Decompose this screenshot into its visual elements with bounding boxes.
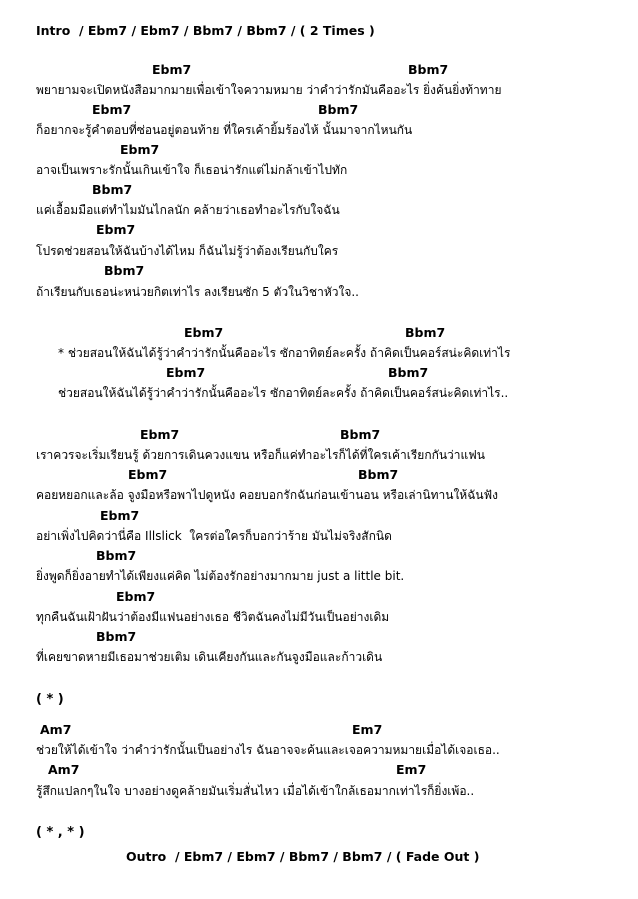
chord-bridge-2b: Em7	[396, 762, 427, 777]
chord-verse1-1a: Ebm7	[152, 62, 192, 77]
lyric-verse2-2: คอยหยอกและล้อ จูงมือหรือพาไปดูหนัง คอยบอกรักฉันก่อนเข้านอน หรือเล่านิทานให้ฉันฟัง	[36, 488, 498, 502]
chord-verse1-3a: Ebm7	[120, 142, 160, 157]
chord-verse2-6a: Bbm7	[96, 629, 137, 644]
lyric-verse2-5: ทุกคืนฉันเฝ้าฝันว่าต้องมีแฟนอย่างเธอ ชีวิตฉันคงไม่มีวันเป็นอย่างเดิม	[36, 610, 390, 624]
chord-verse1-1b: Bbm7	[408, 62, 449, 77]
chord-verse1-5a: Ebm7	[96, 222, 136, 237]
lyric-verse1-2: ก็อยากจะรู้คำตอบที่ซ่อนอยู่ตอนท้าย ที่ใครเค้ายิ้มร้องไห้ นั้นมาจากไหนกัน	[36, 123, 413, 137]
chord-verse1-2b: Bbm7	[318, 102, 359, 117]
chord-chorus-2b: Bbm7	[388, 365, 429, 380]
lyric-verse2-1: เราควรจะเริ่มเรียนรู้ ด้วยการเดินควงแขน หรือก็แค่ทำอะไรก็ได้ที่ใครเค้าเรียกกันว่าแฟน	[36, 448, 485, 462]
chord-verse1-2a: Ebm7	[92, 102, 132, 117]
chord-verse2-4a: Bbm7	[96, 548, 137, 563]
outro-line: Outro / Ebm7 / Ebm7 / Bbm7 / Bbm7 / ( Fade Out )	[126, 849, 480, 864]
chord-bridge-1a: Am7	[40, 722, 72, 737]
chord-chorus-1a: Ebm7	[184, 325, 224, 340]
chord-bridge-1b: Em7	[352, 722, 383, 737]
lyric-verse2-6: ที่เคยขาดหายมีเธอมาช่วยเติม เดินเคียงกันและกันจูงมือและก้าวเดิน	[36, 650, 383, 664]
lyric-verse2-4: ยิ่งพูดก็ยิ่งอายทำได้เพียงแค่คิด ไม่ต้องรักอย่างมากมาย just a little bit.	[36, 569, 405, 583]
chord-verse2-3a: Ebm7	[100, 508, 140, 523]
chord-bridge-2a: Am7	[48, 762, 80, 777]
chord-chorus-1b: Bbm7	[405, 325, 446, 340]
intro-line: Intro / Ebm7 / Ebm7 / Bbm7 / Bbm7 / ( 2 Times )	[36, 23, 375, 38]
chord-verse2-5a: Ebm7	[116, 589, 156, 604]
chord-verse2-2a: Ebm7	[128, 467, 168, 482]
lyric-chorus-1: * ช่วยสอนให้ฉันได้รู้ว่าคำว่ารักนั้นคืออะไร ซักอาทิตย์ละครั้ง ถ้าคิดเป็นคอร์สน่ะคิดเท่าไร	[58, 346, 511, 360]
lyric-verse1-1: พยายามจะเปิดหนังสือมากมายเพื่อเข้าใจความหมาย ว่าคำว่ารักมันคืออะไร ยิ่งค้นยิ่งท้าทาย	[36, 83, 502, 97]
repeat-chorus-marker: ( * )	[36, 692, 64, 707]
chord-chorus-2a: Ebm7	[166, 365, 206, 380]
chord-verse1-6a: Bbm7	[104, 263, 145, 278]
chord-verse1-4a: Bbm7	[92, 182, 133, 197]
repeat-chorus-twice-marker: ( * , * )	[36, 825, 85, 840]
lyric-verse1-5: โปรดช่วยสอนให้ฉันบ้างได้ไหม ก็ฉันไม่รู้ว่าต้องเรียนกับใคร	[36, 244, 339, 258]
lyric-verse1-4: แค่เอื้อมมือแต่ทำไมมันไกลนัก คล้ายว่าเธอทำอะไรกับใจฉัน	[36, 203, 340, 217]
chord-verse2-1b: Bbm7	[340, 427, 381, 442]
lyric-verse1-3: อาจเป็นเพราะรักนั้นเกินเข้าใจ ก็เธอน่ารักแต่ไม่กล้าเข้าไปทัก	[36, 163, 348, 177]
lyric-verse2-3: อย่าเพิ่งไปคิดว่านี่คือ Illslick ใครต่อใครก็บอกว่าร้าย มันไม่จริงสักนิด	[36, 529, 392, 543]
chord-verse2-1a: Ebm7	[140, 427, 180, 442]
lyric-bridge-2: รู้สึกแปลกๆในใจ บางอย่างดูคล้ายมันเริ่มสั่นไหว เมื่อได้เข้าใกล้เธอมากเท่าไรก็ยิ่งเพ้อ..	[36, 784, 475, 798]
chord-verse2-2b: Bbm7	[358, 467, 399, 482]
lyric-verse1-6: ถ้าเรียนกับเธอน่ะหน่วยกิตเท่าไร ลงเรียนซัก 5 ตัวในวิชาหัวใจ..	[36, 285, 359, 299]
lyric-bridge-1: ช่วยให้ได้เข้าใจ ว่าคำว่ารักนั้นเป็นอย่างไร ฉันอาจจะค้นและเจอความหมายเมื่อได้เจอเธอ..	[36, 743, 500, 757]
lyric-chorus-2: ช่วยสอนให้ฉันได้รู้ว่าคำว่ารักนั้นคืออะไร ซักอาทิตย์ละครั้ง ถ้าคิดเป็นคอร์สน่ะคิดเท่าไร..	[58, 386, 509, 400]
